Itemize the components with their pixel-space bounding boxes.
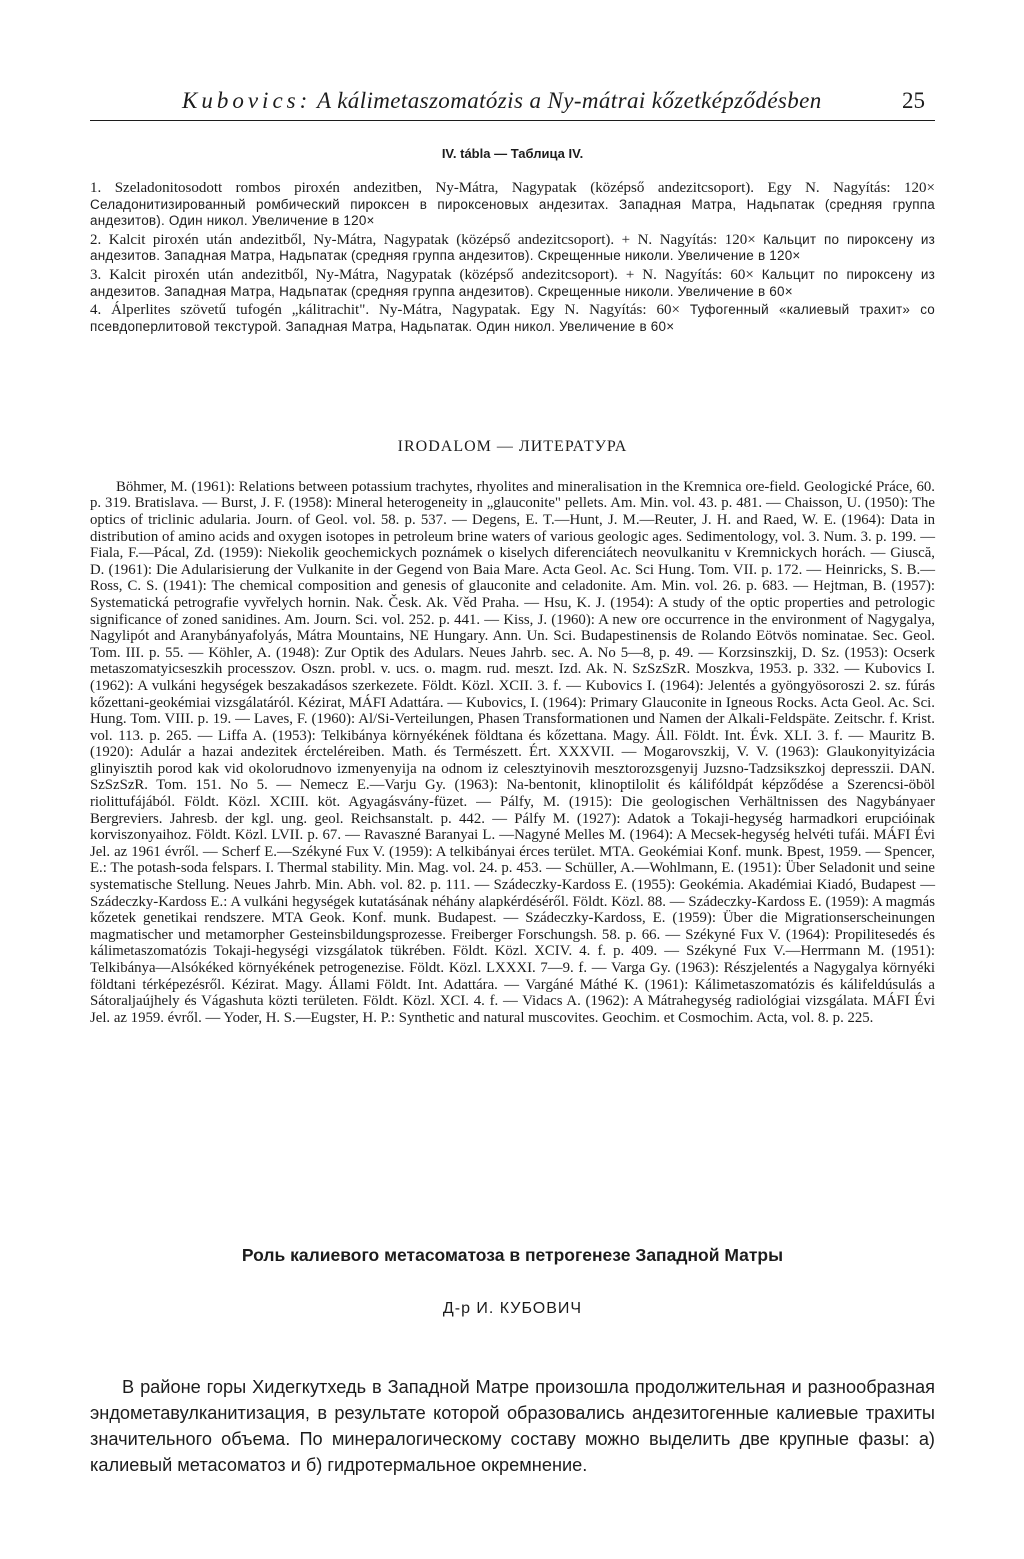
summary-body: В районе горы Хидегкутхедь в Западной Матре произошла продолжительная и разнообразная эндометавулканитизация, в результате которой образовались андезитогенные калиевые трахиты значительного объема. По минералогическому составу можно выделить две крупные фазы: а) калиевый метасоматоз и б) гидротермальное окремнение. [90, 1377, 935, 1476]
journal-page [90, 0, 935, 1559]
caption-ru: Кальцит по пироксену из андезитов. Западная Матра, Надьпатак (средняя группа андезитов). Скрещенные николи. Увеличение в 120× [90, 231, 935, 264]
caption-2 [90, 232, 935, 265]
caption-hu: 1. Szeladonitosodott rombos piroxén andezitben, Ny-Mátra, Nagypatak (középső andezitcsoport). Egy N. Nagyítás: 120× [90, 180, 935, 196]
plate-captions [90, 180, 935, 337]
page-number: 25 [902, 88, 925, 113]
caption-ru: Кальцит по пироксену из андезитов. Западная Матра, Надьпатак (средняя группа андезитов). Скрещенные николи. Увеличение в 60× [90, 266, 935, 299]
caption-hu: 2. Kalcit piroxén után andezitből, Ny-Mátra, Nagypatak (középső andezitcsoport). + N. Nagyítás: 120× [90, 231, 756, 248]
caption-ru: Селадонитизированный ромбический пироксен в пироксеновых андезитах. Западная Матра, Надьпатак (средняя группа андезитов). Один никол. Увеличение в 120× [90, 196, 935, 229]
references-paragraph: Böhmer, M. (1961): Relations between potassium trachytes, rhyolites and mineralisation in the Kremnica ore-field. Geologické Práce, 60. p. 319. Bratislava. — Burst, J. F. (1958): Mineral heterogeneity in „glauconite" pellets. Am. Min. vol. 43. p. 481. — Chaisson, U. (1950): The optics of triclinic adularia. Journ. of Geol. vol. 58. p. 537. — Degens, E. T.—Hunt, J. M.—Reuter, J. H. and Raed, W. E. (1964): Data in distribution of amino acids and oxygen isotopes in petroleum brine waters of various geologic ages. Sedimentology, vol. 3. Num. 3. p. 199. — Fiala, F.—Pácal, Zd. (1959): Niekolik geochemickych poznámek o kiselych diferenciátech neovulkanitu v Kremnickych horách. — Giuscă, D. (1961): Die Adularisierung der Vulkanite in der Gegend von Baia Mare. Acta Geol. Ac. Sci Hung. Tom. VII. p. 172. — Heinricks, S. B.—Ross, C. S. (1941): The chemical composition and genesis of glauconite and celadonite. Am. Min. vol. 26. p. 683. — Hejtman, B. (1957): Systematická petrografie vyvřelych hornin. Nak. Česk. Ak. Věd Praha. — Hsu, K. J. (1954): A study of the optic properties and petrologic significance of zoned sanidines. Am. Journ. Sci. vol. 252. p. 441. — Kiss, J. (1960): A new ore occurrence in the environment of Nagygalya, Nagylipót and Aranybányafolyás, Mátra Mountains, NE Hungary. Ann. Un. Sci. Budapestinensis de Rolando Eötvös nominatae. Sec. Geol. Tom. III. p. 55. — Köhler, A. (1948): Zur Optik des Adulars. Neues Jahrb. sec. A. No 5—8, p. 49. — Korzsinszkij, D. Sz. (1953): Ocserk metaszomatyicseszkih processzov. Oszn. probl. v. ucs. o. magm. rud. meszt. Izd. Ak. N. SzSzSzR. Moszkva, 1953. p. 332. — Kubovics I. (1962): A vulkáni hegységek beszakadásos szerkezete. Földt. Közl. XCII. 3. f. — Kubovics I. (1964): Jelentés a gyöngyösoroszi 2. sz. fúrás kőzettani-geokémiai vizsgálatáról. Kézirat, MÁFI Adattára. — Kubovics, I. (1964): Primary Glauconite in Igneous Rocks. Acta Geol. Ac. Sci. Hung. Tom. VIII. p. 19. — Laves, F. (1960): Al/Si-Verteilungen, Phasen Transformationen und Namen der Alkali-Feldspäte. Zeitschr. f. Krist. vol. 113. p. 265. — Liffa A. (1953): Telkibánya környékének földtana és kőzettana. Magy. Áll. Földt. Int. Évk. XLI. 3. f. — Mauritz B. (1920): Adulár a hazai andezitek ércteléreiben. Math. és Természett. Ért. XXXVII. — Mogarovszkij, V. V. (1963): Glaukonyityizácia glinyisztih porod kak vid okolorudnovo izmenyenyija na odnom iz celesztyinovih mesztorozsgenyij Juzsno-Tadzsikszkoj depresszii. DAN. SzSzSzR. Tom. 151. No 5. — Nemecz E.—Varju Gy. (1963): Na-bentonit, klinoptilolit és kálifóldpát képződése a Szerencsi-öböl riolittufájából. Földt. Közl. XCIII. köt. Agyagásvány-füzet. — Pálfy, M. (1915): Die geologischen Verhältnissen des Nagybányaer Bergreviers. Jahresb. der kgl. ung. geol. Reichsanstalt. p. 442. — Pálfy M. (1927): Adatok a Tokaji-hegység harmadkori erupcióinak korviszonyaihoz. Földt. Közl. LVII. p. 67. — Ravaszné Baranyai L. —Nagyné Melles M. (1964): A Mecsek-hegység helvéti tufái. MÁFI Évi Jel. az 1961 évről. — Scherf E.—Székyné Fux V. (1959): A telkibányai érces terület. MTA. Geokémiai Konf. munk. Bpest, 1959. — Spencer, E.: The potash-soda felspars. I. Thermal stability. Min. Mag. vol. 24. p. 453. — Schüller, A.—Wohlmann, E. (1951): Über Seladonit und seine systematische Stellung. Neues Jahrb. Min. Abh. vol. 82. p. 111. — Szádeczky-Kardoss E. (1955): Geokémia. Akadémiai Kiadó, Budapest — Szádeczky-Kardoss E.: A vulkáni hegységek kutatásának néhány alapkérdéséről. Földt. Közl. 88. — Szádeczky-Kardoss E. (1959): A magmás kőzetek genetikai rendszere. MTA Geok. Konf. munk. Budapest. — Szádeczky-Kardoss, E. (1959): Über die Migrationserscheinungen magmatischer und metamorpher Gesteinsbildungsprozesse. Freiberger Forschungsh. 58. p. 66. — Székyné Fux V. (1964): Propilitesedés és kálimetaszomatózis Tokaji-hegységi vizsgálatok tükrében. Földt. Közl. XCIV. 4. f. p. 409. — Székyné Fux V.—Herrmann M. (1951): Telkibánya—Alsókéked környékének petrogenezise. Földt. Közl. LXXXI. 7—9. f. — Varga Gy. (1963): Részjelentés a Nagygalya környéki földtani térképezésről. Kézirat. Magy. Állami Földt. Int. Adattára. — Vargáné Máthé K. (1961): Kálimetaszomatózis és kálifeldúsulás a Sátoraljaújhely és Vágashuta közti területen. Földt. Közl. XCI. 4. f. — Vidacs A. (1962): A Mátrahegység radiológiai vizsgálata. MÁFI Évi Jel. az 1959. évről. — Yoder, H. S.—Eugster, H. P.: Synthetic and natural muscovites. Geochim. et Cosmochim. Acta, vol. 8. p. 225. [90, 478, 935, 1026]
running-title [182, 88, 822, 114]
caption-1 [90, 180, 935, 230]
caption-ru: Туфогенный «калиевый трахит» со псевдоперлитовой текстурой. Западная Матра, Надьпатак. Один никол. Увеличение в 60× [90, 302, 936, 334]
summary-author: Д-р И. КУБОВИЧ [442, 1300, 583, 1317]
caption-hu: 3. Kalcit piroxén után andezitből, Ny-Mátra, Nagypatak (középső andezitcsoport). + N. Nagyítás: 60× [90, 266, 754, 283]
caption-4 [90, 302, 935, 335]
running-header [90, 86, 935, 121]
header-title: A kálimetaszomatózis a Ny-mátrai kőzetképződésben [317, 88, 822, 113]
caption-3 [90, 267, 935, 300]
summary-title: Роль калиевого метасоматоза в петрогенезе Западной Матры [241, 1245, 784, 1265]
caption-hu: 4. Álperlites szövetű tufogén „kálitrachit". Ny-Mátra, Nagypatak. Egy N. Nagyítás: 60× [90, 302, 680, 319]
literature-heading: IRODALOM — ЛИТЕРАТУРА [397, 438, 628, 455]
plate-title: IV. tábla — Таблица IV. [441, 146, 584, 161]
header-author: Kubovics: [182, 88, 312, 113]
